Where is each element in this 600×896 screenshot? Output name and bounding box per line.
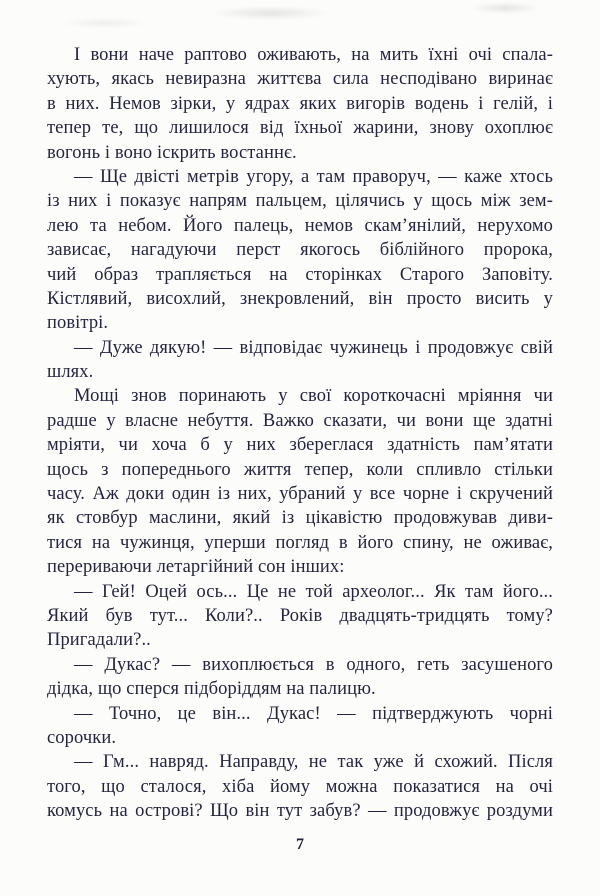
text-line: дідка, що сперся підборіддям на палицю. xyxy=(47,679,376,700)
scan-artifact xyxy=(470,2,540,14)
scan-artifact xyxy=(60,18,150,28)
text-line: хують, якась невиразна життєва сила несподівано виринає xyxy=(47,69,553,90)
text-line: комусь на острові? Що він тут забув? — продовжує роздуми xyxy=(47,801,553,822)
text-line: перериваючи летаргійний сон інших: xyxy=(47,557,345,578)
text-line: — Гей! Оцей ось... Це не той археолог... Як там його... xyxy=(74,581,553,602)
text-line: шлях. xyxy=(47,362,94,383)
text-line: часу. Аж доки один із них, убраний у все чорне і скручений xyxy=(47,484,553,505)
text-line: вогонь і воно іскрить востаннє. xyxy=(47,142,297,163)
text-line: того, що сталося, хіба йому можна показатися на очі xyxy=(47,776,553,797)
text-line: щось з попереднього життя тепер, коли спливло стільки xyxy=(47,459,553,480)
text-line: — Гм... навряд. Направду, не так уже й схожий. Після xyxy=(74,752,553,773)
text-line: І вони наче раптово оживають, на мить їхні очі спала- xyxy=(74,45,553,65)
text-line: Мощі знов поринають у свої короткочасні мріяння чи xyxy=(74,386,553,407)
paragraph xyxy=(47,165,553,336)
text-line: Який був тут... Коли?.. Років двадцять-тридцять тому? xyxy=(47,605,553,626)
text-line: як стовбур маслини, який із цікавістю продовжував диви- xyxy=(47,508,553,529)
text-line: із них і показує напрям пальцем, цілячись у щось між зем- xyxy=(47,191,553,212)
text-line: — Ще двісті метрів угору, а там праворуч, — каже хтось xyxy=(74,166,553,187)
text-line: сорочки. xyxy=(47,727,117,748)
paragraph xyxy=(47,702,553,751)
paragraph xyxy=(47,336,553,385)
text-line: Пригадали?.. xyxy=(47,630,151,651)
paragraph xyxy=(47,384,553,579)
text-line: — Точно, це він... Дукас! — підтверджують чорні xyxy=(74,703,553,724)
text-line: тепер те, що лишилося від їхньої жарини, знову охоплює xyxy=(47,118,553,139)
paragraph xyxy=(47,580,553,653)
text-line: Кістлявий, висохлий, знекровлений, він просто висить у xyxy=(47,288,553,309)
paragraph xyxy=(47,750,553,823)
text-line: мріяти, чи хоча б у них збереглася здатність пам’ятати xyxy=(47,435,553,456)
text-line: — Дуже дякую! — відповідає чужинець і продовжує свій xyxy=(74,337,553,358)
text-line: в них. Немов зірки, у ядрах яких вигорів водень і гелій, і xyxy=(47,93,553,114)
text-line: лею та небом. Його палець, немов скам’янілий, нерухомо xyxy=(47,215,553,236)
text-line: — Дукас? — вихоплюється в одного, геть засушеного xyxy=(74,654,553,675)
paragraph xyxy=(47,43,553,165)
text-line: тися на чужинця, уперши погляд в його спину, не оживає, xyxy=(47,532,553,553)
text-line: чий образ трапляється на сторінках Старого Заповіту. xyxy=(47,264,553,285)
text-line: радше у власне небуття. Важко сказати, чи вони ще здатні xyxy=(47,410,553,431)
page-number: 7 xyxy=(296,836,304,853)
paragraph xyxy=(47,653,553,702)
text-line: зависає, нагадуючи перст якогось біблійного пророка, xyxy=(47,240,553,261)
scan-artifact xyxy=(210,6,330,20)
text-block xyxy=(47,43,553,824)
text-line: повітрі. xyxy=(47,313,109,334)
